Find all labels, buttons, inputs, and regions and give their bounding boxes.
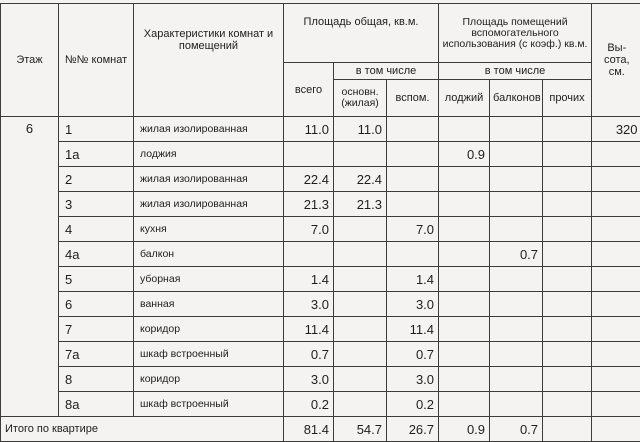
total-area-cell: 0.2	[284, 392, 334, 417]
table-row	[1, 342, 640, 367]
loggia-area-cell	[439, 267, 490, 292]
loggia-area-cell: 0.9	[439, 142, 490, 167]
other-area-cell	[543, 267, 592, 292]
table-row	[1, 192, 640, 217]
main-area-cell	[334, 317, 387, 342]
balcony-area-cell	[490, 317, 543, 342]
table-row	[1, 142, 640, 167]
balcony-area-cell	[490, 167, 543, 192]
table-row	[1, 167, 640, 192]
total-area-cell: 7.0	[284, 217, 334, 242]
loggia-area-cell	[439, 342, 490, 367]
other-area-cell	[543, 292, 592, 317]
loggia-sum-cell: 0.9	[439, 417, 490, 442]
total-area-cell: 1.4	[284, 267, 334, 292]
main-area-cell	[334, 367, 387, 392]
header-height: Вы- сота, см.	[592, 4, 640, 117]
balcony-sum-cell: 0.7	[490, 417, 543, 442]
header-aux-area: Площадь помещений вспомогательного использования (с коэф.) кв.м.	[439, 4, 592, 63]
height-cell	[592, 392, 640, 417]
room-number-cell: 1	[59, 117, 134, 142]
other-area-cell	[543, 317, 592, 342]
main-area-cell	[334, 267, 387, 292]
aux-area-cell: 0.2	[387, 392, 439, 417]
balcony-area-cell	[490, 342, 543, 367]
main-area-cell	[334, 292, 387, 317]
total-area-cell: 3.0	[284, 292, 334, 317]
main-area-cell: 22.4	[334, 167, 387, 192]
height-cell	[592, 167, 640, 192]
room-name-cell: коридор	[134, 367, 284, 392]
aux-area-cell	[387, 192, 439, 217]
loggia-area-cell	[439, 392, 490, 417]
header-including-aux: в том числе	[439, 63, 592, 80]
main-area-cell	[334, 217, 387, 242]
total-area-cell: 3.0	[284, 367, 334, 392]
main-area-cell	[334, 142, 387, 167]
main-area-cell	[334, 242, 387, 267]
total-area-cell: 11.4	[284, 317, 334, 342]
total-area-cell: 21.3	[284, 192, 334, 217]
room-name-cell: шкаф встроенный	[134, 392, 284, 417]
header-rooms: №№ комнат	[59, 4, 134, 117]
balcony-area-cell	[490, 292, 543, 317]
aux-area-cell	[387, 117, 439, 142]
other-area-cell	[543, 192, 592, 217]
loggia-area-cell	[439, 117, 490, 142]
balcony-area-cell	[490, 217, 543, 242]
room-name-cell: ванная	[134, 292, 284, 317]
balcony-area-cell	[490, 192, 543, 217]
loggia-area-cell	[439, 242, 490, 267]
other-area-cell	[543, 167, 592, 192]
aux-area-cell: 7.0	[387, 217, 439, 242]
loggia-area-cell	[439, 367, 490, 392]
header-total-area: Площадь общая, кв.м.	[284, 4, 439, 63]
header-loggias: лоджий	[439, 80, 490, 117]
loggia-area-cell	[439, 167, 490, 192]
room-number-cell: 6	[59, 292, 134, 317]
header-all: всего	[284, 63, 334, 117]
room-name-cell: жилая изолированная	[134, 167, 284, 192]
loggia-area-cell	[439, 317, 490, 342]
table-row	[1, 267, 640, 292]
header-main: основн. (жилая)	[334, 80, 387, 117]
height-cell	[592, 242, 640, 267]
height-cell: 320	[592, 117, 640, 142]
room-number-cell: 1а	[59, 142, 134, 167]
total-area-cell	[284, 142, 334, 167]
room-number-cell: 4	[59, 217, 134, 242]
table-row	[1, 392, 640, 417]
total-area-cell	[284, 242, 334, 267]
main-area-cell: 11.0	[334, 117, 387, 142]
height-cell	[592, 292, 640, 317]
other-area-cell	[543, 217, 592, 242]
height-cell	[592, 367, 640, 392]
height-cell	[592, 267, 640, 292]
main-area-cell	[334, 392, 387, 417]
other-sum-cell	[543, 417, 592, 442]
total-row	[1, 417, 640, 442]
floor-cell: 6	[1, 117, 59, 417]
other-area-cell	[543, 342, 592, 367]
table-row	[1, 217, 640, 242]
header-aux: вспом.	[387, 80, 439, 117]
aux-area-cell	[387, 242, 439, 267]
room-name-cell: балкон	[134, 242, 284, 267]
header-other: прочих	[543, 80, 592, 117]
height-sum-cell	[592, 417, 640, 442]
other-area-cell	[543, 367, 592, 392]
table-row	[1, 292, 640, 317]
table-row	[1, 367, 640, 392]
room-number-cell: 8	[59, 367, 134, 392]
aux-area-cell: 3.0	[387, 367, 439, 392]
total-sum-cell: 81.4	[284, 417, 334, 442]
room-name-cell: лоджия	[134, 142, 284, 167]
other-area-cell	[543, 117, 592, 142]
balcony-area-cell	[490, 367, 543, 392]
aux-area-cell	[387, 167, 439, 192]
room-name-cell: жилая изолированная	[134, 117, 284, 142]
room-name-cell: кухня	[134, 217, 284, 242]
height-cell	[592, 342, 640, 367]
balcony-area-cell	[490, 392, 543, 417]
balcony-area-cell	[490, 117, 543, 142]
header-including: в том числе	[334, 63, 439, 80]
total-area-cell: 22.4	[284, 167, 334, 192]
room-name-cell: шкаф встроенный	[134, 342, 284, 367]
header-balconies: балконов	[490, 80, 543, 117]
main-area-cell: 21.3	[334, 192, 387, 217]
table-row	[1, 117, 640, 142]
aux-area-cell: 3.0	[387, 292, 439, 317]
main-sum-cell: 54.7	[334, 417, 387, 442]
aux-sum-cell: 26.7	[387, 417, 439, 442]
table-row	[1, 317, 640, 342]
room-number-cell: 2	[59, 167, 134, 192]
header-characteristics: Характеристики комнат и помещений	[134, 4, 284, 117]
balcony-area-cell	[490, 267, 543, 292]
room-name-cell: коридор	[134, 317, 284, 342]
header-floor: Этаж	[1, 4, 59, 117]
main-area-cell	[334, 342, 387, 367]
room-number-cell: 4а	[59, 242, 134, 267]
room-number-cell: 7	[59, 317, 134, 342]
loggia-area-cell	[439, 192, 490, 217]
table-row	[1, 242, 640, 267]
other-area-cell	[543, 392, 592, 417]
balcony-area-cell: 0.7	[490, 242, 543, 267]
height-cell	[592, 192, 640, 217]
aux-area-cell: 11.4	[387, 317, 439, 342]
room-number-cell: 5	[59, 267, 134, 292]
room-name-cell: жилая изолированная	[134, 192, 284, 217]
height-cell	[592, 142, 640, 167]
balcony-area-cell	[490, 142, 543, 167]
room-number-cell: 3	[59, 192, 134, 217]
total-label: Итого по квартире	[1, 417, 284, 442]
other-area-cell	[543, 242, 592, 267]
height-cell	[592, 217, 640, 242]
total-area-cell: 11.0	[284, 117, 334, 142]
loggia-area-cell	[439, 292, 490, 317]
height-cell	[592, 317, 640, 342]
aux-area-cell	[387, 142, 439, 167]
area-table	[0, 3, 640, 442]
room-number-cell: 7а	[59, 342, 134, 367]
aux-area-cell: 1.4	[387, 267, 439, 292]
total-area-cell: 0.7	[284, 342, 334, 367]
loggia-area-cell	[439, 217, 490, 242]
room-name-cell: уборная	[134, 267, 284, 292]
aux-area-cell: 0.7	[387, 342, 439, 367]
room-number-cell: 8а	[59, 392, 134, 417]
other-area-cell	[543, 142, 592, 167]
